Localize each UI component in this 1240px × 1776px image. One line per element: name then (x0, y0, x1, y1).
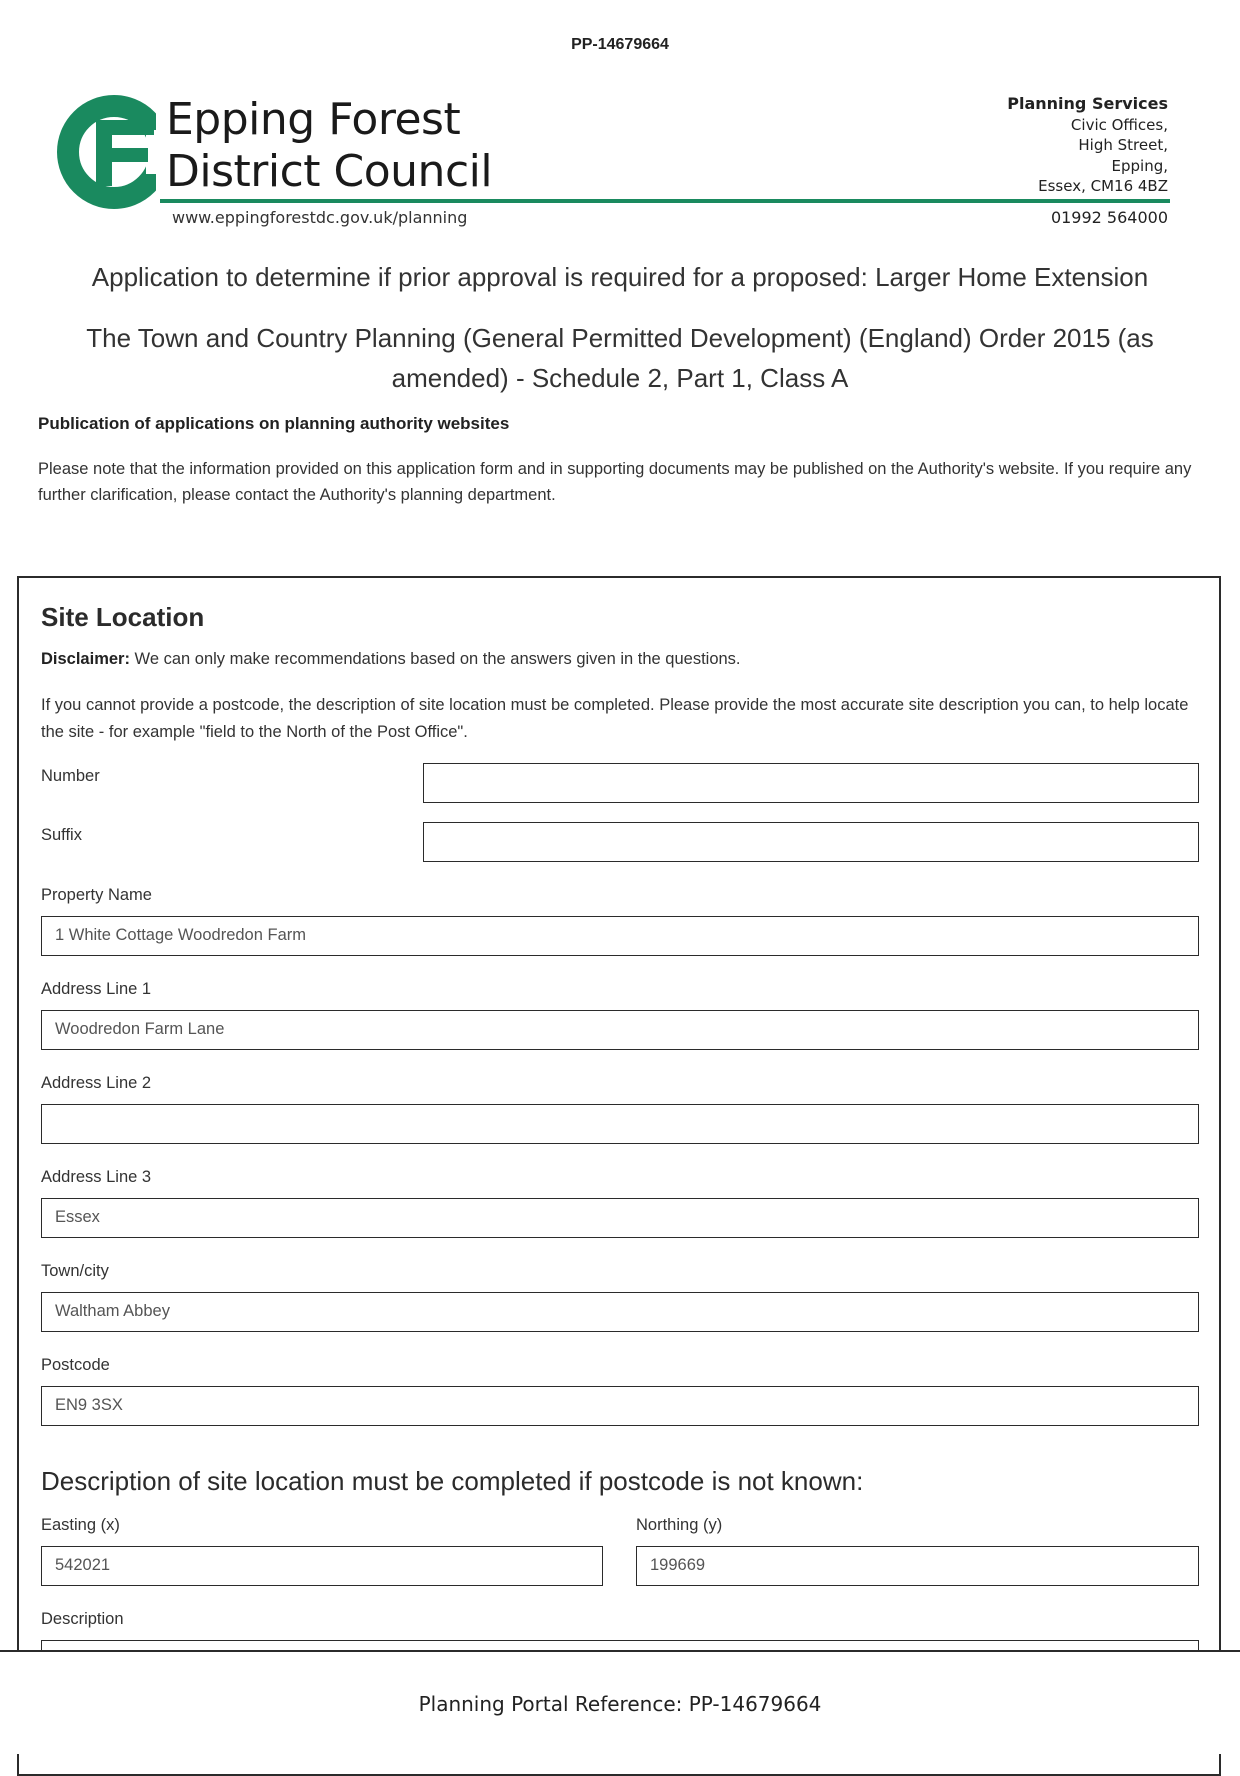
address-line2-input[interactable] (41, 1104, 1199, 1144)
footer-divider (0, 1650, 1240, 1652)
footer-reference: Planning Portal Reference: PP-14679664 (418, 1692, 822, 1716)
town-city-input[interactable]: Waltham Abbey (41, 1292, 1199, 1332)
address-line: Epping, (1111, 156, 1168, 175)
disclaimer-text: We can only make recommendations based on the answers given in the questions. (129, 650, 741, 668)
number-label: Number (41, 767, 100, 785)
property-name-input[interactable]: 1 White Cottage Woodredon Farm (41, 916, 1199, 956)
council-phone: 01992 564000 (1050, 208, 1168, 227)
northing-label: Northing (y) (636, 1516, 723, 1534)
suffix-input[interactable] (423, 822, 1199, 862)
suffix-label: Suffix (41, 826, 82, 844)
property-name-label: Property Name (41, 886, 152, 904)
section-title: Site Location (41, 602, 205, 632)
address-line1-label: Address Line 1 (41, 980, 152, 998)
postcode-label: Postcode (41, 1356, 110, 1374)
publication-heading: Publication of applications on planning authority websites (38, 414, 510, 433)
address-line: High Street, (1078, 136, 1168, 154)
council-name-line1: Epping Forest (166, 94, 461, 145)
address-line3-label: Address Line 3 (41, 1168, 152, 1186)
council-website: www.eppingforestdc.gov.uk/planning (172, 208, 468, 227)
town-city-label: Town/city (41, 1262, 109, 1280)
legislation-title: The Town and Country Planning (General Permitted Development) (England) Order 2015 (as amended) - Schedule 2, Part 1, Class A (86, 323, 1154, 393)
disclaimer (41, 650, 741, 669)
council-logo-icon (56, 90, 156, 215)
description-heading: Description of site location must be completed if postcode is not known: (41, 1466, 864, 1496)
location-instructions: If you cannot provide a postcode, the description of site location must be completed. Please provide the most accurate site description you can, to help locate the site - for example "field to the North of the Post Office". (41, 696, 1189, 741)
address-line3-input[interactable]: Essex (41, 1198, 1199, 1238)
council-name-line2: District Council (166, 146, 493, 197)
application-title: Application to determine if prior approval is required for a proposed: Larger Home Extension (91, 262, 1149, 292)
address-line1-input[interactable]: Woodredon Farm Lane (41, 1010, 1199, 1050)
header-divider (160, 199, 1170, 203)
publication-text: Please note that the information provided on this application form and in supporting documents may be published on the Authority's website. If you require any further clarification, please contact the Authority's planning department. (38, 460, 1192, 504)
site-location-section (17, 576, 1221, 1776)
easting-input[interactable]: 542021 (41, 1546, 603, 1586)
address-line: Civic Offices, (1070, 115, 1168, 134)
description-label: Description (41, 1610, 124, 1628)
address-line: Essex, CM16 4BZ (1038, 177, 1168, 195)
page-reference: PP-14679664 (571, 36, 669, 53)
planning-services-label: Planning Services (1007, 94, 1168, 113)
address-line2-label: Address Line 2 (41, 1074, 152, 1092)
northing-input[interactable]: 199669 (636, 1546, 1199, 1586)
number-input[interactable] (423, 763, 1199, 803)
council-address (1007, 94, 1168, 197)
postcode-input[interactable]: EN9 3SX (41, 1386, 1199, 1426)
disclaimer-label: Disclaimer: (41, 650, 130, 668)
easting-label: Easting (x) (41, 1516, 120, 1534)
